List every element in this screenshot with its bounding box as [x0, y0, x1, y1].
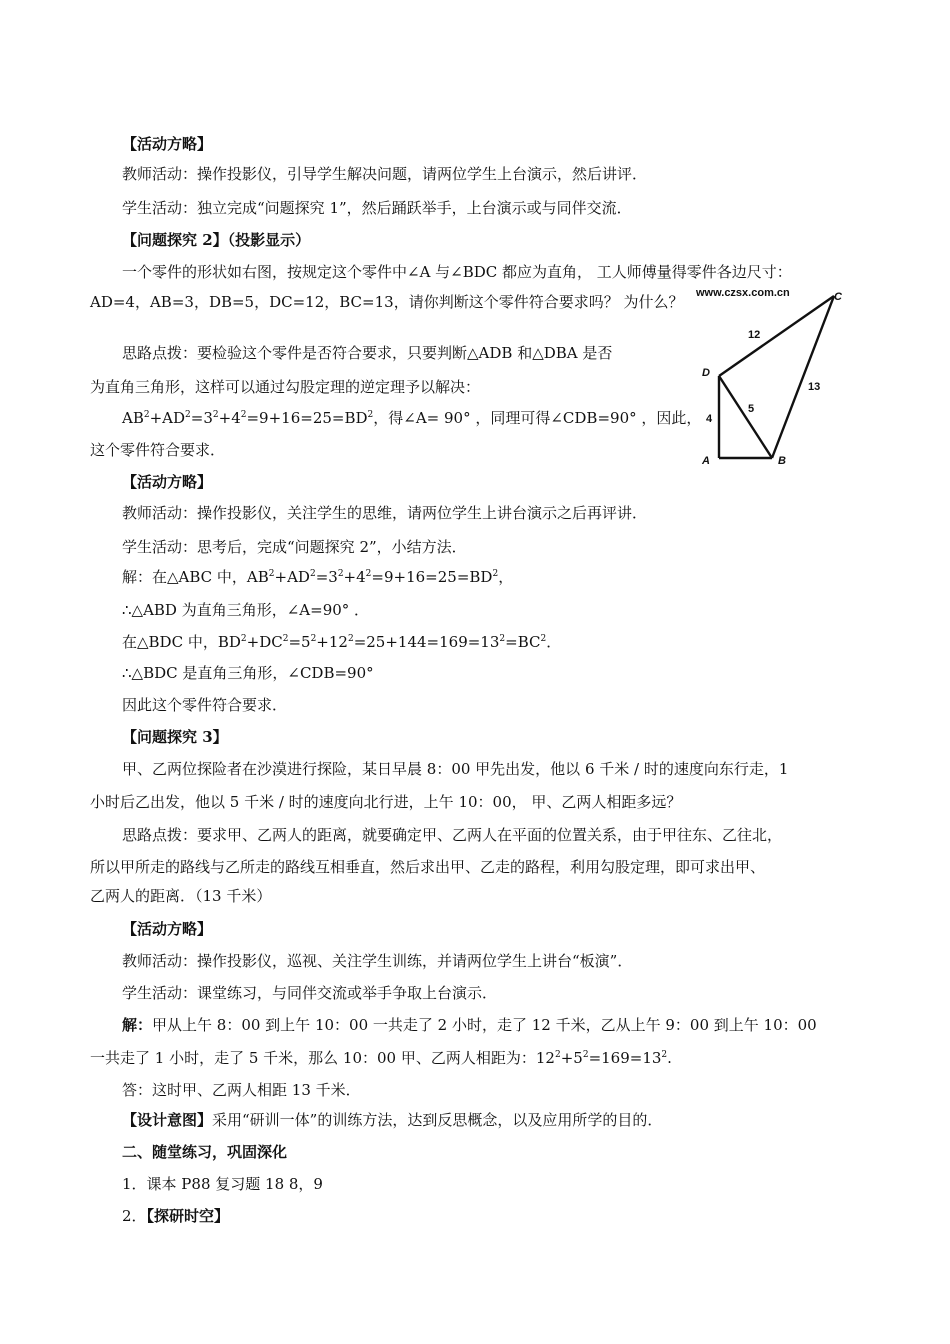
vertex-label-b: B — [778, 455, 786, 467]
solution-line-5: 因此这个零件符合要求． — [122, 696, 288, 714]
solution-line-4: ∴△BDC 是直角三角形，∠CDB=90° — [122, 664, 374, 682]
edge-db — [719, 376, 772, 458]
quadrilateral-figure — [694, 284, 860, 474]
student-activity-1: 学生活动：独立完成“问题探究 1”，然后踊跃举手，上台演示或与同伴交流． — [122, 199, 632, 217]
problem-2-hint-calculation: $AB^2+AD^2=3^2+4^2=9+16=25=BD^2$，得∠A= 90° ，同理可得∠CDB=90° ，因此， — [122, 409, 702, 427]
edge-dc — [719, 296, 834, 376]
vertex-label-a: A — [702, 455, 710, 467]
activity-heading-3: 【活动方略】 — [122, 920, 213, 938]
edge-cb — [772, 296, 834, 458]
student-activity-3: 学生活动：课堂练习，与同伴交流或举手争取上台演示． — [122, 984, 498, 1002]
design-intent: 【设计意图】采用“研训一体”的训练方法，达到反思概念，以及应用所学的目的． — [122, 1111, 663, 1129]
activity-heading-1: 【活动方略】 — [122, 135, 213, 153]
problem-2-hint-line-4: 这个零件符合要求． — [90, 441, 226, 459]
problem-3-hint-line-3: 乙两人的距离．（13 千米） — [90, 887, 272, 905]
problem-3-solution-line-2: 一共走了 1 小时，走了 5 千米，那么 10：00 甲、乙两人相距为：$12^2+5^2=169=13^2$. — [90, 1049, 672, 1067]
edge-label-bc: 13 — [808, 381, 821, 393]
exercise-1: 1．课本 P88 复习题 18 8，9 — [122, 1175, 323, 1193]
problem-3-hint-line-1: 思路点拨：要求甲、乙两人的距离，就要确定甲、乙两人在平面的位置关系，由于甲往东、乙往北， — [122, 826, 783, 844]
figure-watermark: www.czsx.com.cn — [696, 287, 790, 299]
section-2-heading: 二、随堂练习，巩固深化 — [122, 1143, 288, 1161]
solution-line-2: ∴△ABD 为直角三角形，∠A=90° ． — [122, 601, 370, 619]
edge-label-dc: 12 — [748, 329, 761, 341]
activity-heading-2: 【活动方略】 — [122, 473, 213, 491]
vertex-label-d: D — [702, 367, 710, 379]
solution-line-1: 解：在△ABC 中，$AB^2+AD^2=3^2+4^2=9+16=25=BD^2$， — [122, 568, 514, 586]
solution-line-3: 在△BDC 中，$BD^2+DC^2=5^2+12^2=25+144=169=13^2=BC^2$． — [122, 633, 562, 651]
student-activity-2: 学生活动：思考后，完成“问题探究 2”，小结方法． — [122, 538, 467, 556]
edge-label-ad: 4 — [706, 413, 713, 425]
problem-2-hint-line-2: 为直角三角形，这样可以通过勾股定理的逆定理予以解决： — [90, 378, 481, 396]
exercise-2: 2．【探研时空】 — [122, 1207, 230, 1225]
teacher-activity-2: 教师活动：操作投影仪，关注学生的思维，请两位学生上讲台演示之后再评讲． — [122, 504, 648, 522]
edge-label-db: 5 — [748, 403, 755, 415]
quadrilateral-diagram — [694, 284, 860, 474]
problem-2-heading: 【问题探究 2】（投影显示） — [122, 231, 311, 249]
problem-2-hint-line-1: 思路点拨：要检验这个零件是否符合要求，只要判断△ADB 和△DBA 是否 — [122, 344, 613, 362]
problem-3-text-line-2: 小时后乙出发，他以 5 千米 / 时的速度向北行进，上午 10：00， 甲、乙两人相距多远？ — [90, 793, 682, 811]
problem-3-answer: 答：这时甲、乙两人相距 13 千米． — [122, 1081, 361, 1099]
problem-3-hint-line-2: 所以甲所走的路线与乙所走的路线互相垂直，然后求出甲、乙走的路程，利用勾股定理，即可求出甲、 — [90, 858, 766, 876]
problem-3-text-line-1: 甲、乙两位探险者在沙漠进行探险，某日早晨 8：00 甲先出发，他以 6 千米 / 时的速度向东行走，1 — [122, 760, 789, 778]
problem-2-text-line-2: AD=4，AB=3，DB=5，DC=12，BC=13，请你判断这个零件符合要求吗？ 为什么？ — [90, 293, 684, 311]
vertex-label-c: C — [834, 291, 842, 303]
problem-3-heading: 【问题探究 3】 — [122, 728, 228, 746]
teacher-activity-1: 教师活动：操作投影仪，引导学生解决问题，请两位学生上台演示，然后讲评． — [122, 165, 648, 183]
problem-3-solution-line-1: 解：甲从上午 8：00 到上午 10：00 一共走了 2 小时，走了 12 千米，乙从上午 9：00 到上午 10：00 — [122, 1016, 817, 1034]
teacher-activity-3: 教师活动：操作投影仪，巡视、关注学生训练，并请两位学生上讲台“板演”． — [122, 952, 633, 970]
problem-2-text-line-1: 一个零件的形状如右图，按规定这个零件中∠A 与∠BDC 都应为直角， 工人师傅量得零件各边尺寸： — [122, 263, 792, 281]
